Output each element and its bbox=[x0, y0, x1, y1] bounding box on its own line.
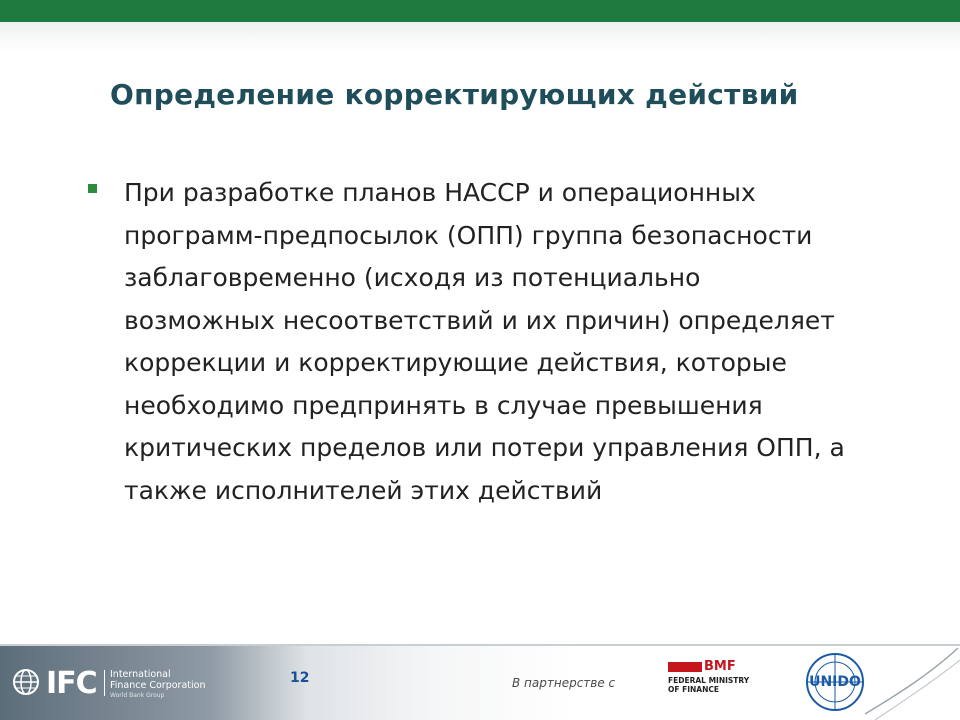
decorative-swoosh bbox=[860, 644, 960, 720]
slide-content bbox=[88, 172, 848, 512]
unido-letters: UNIDO bbox=[809, 674, 861, 690]
bmf-eagle-icon bbox=[668, 662, 702, 672]
ifc-name-line2: Finance Corporation bbox=[110, 680, 206, 691]
ifc-name-line1: International bbox=[110, 669, 171, 680]
bmf-line1: FEDERAL MINISTRY bbox=[668, 676, 750, 685]
ifc-name bbox=[110, 669, 205, 691]
bmf-line2: OF FINANCE bbox=[668, 685, 720, 694]
page-number: 12 bbox=[290, 670, 310, 686]
slide-title: Определение корректирующих действий bbox=[110, 78, 799, 111]
ifc-letters: IFC bbox=[46, 666, 97, 701]
slide-footer bbox=[0, 644, 960, 720]
ifc-subtitle: World Bank Group bbox=[110, 692, 165, 699]
partner-label: В партнерстве с bbox=[512, 676, 616, 690]
top-green-bar bbox=[0, 0, 960, 22]
square-bullet-icon bbox=[88, 184, 97, 193]
bullet-text: При разработке планов HACCP и операционных программ-предпосылок (ОПП) группа безопасности заблаговременно (исходя из потенциально возможных несоответствий и их причин) определяет коррекции и корректирующие действия, которые необходимо предпринять в случае превышения критических пределов или потери управления ОПП, а также исполнителей этих действий bbox=[124, 178, 845, 505]
ifc-logo bbox=[12, 664, 232, 704]
bmf-logo bbox=[668, 659, 768, 702]
bmf-letters: BMF bbox=[704, 659, 736, 674]
ifc-logo-divider bbox=[104, 670, 105, 696]
globe-icon bbox=[12, 668, 40, 696]
footer-divider bbox=[0, 644, 960, 646]
header-band bbox=[0, 22, 960, 52]
